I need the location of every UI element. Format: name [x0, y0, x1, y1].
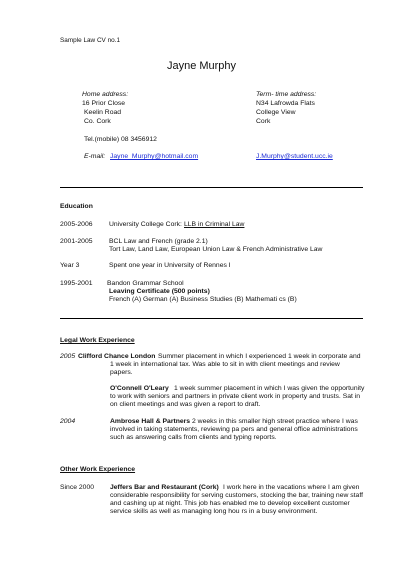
legal-employer: Ambrose Hall & Partners [110, 418, 191, 425]
legal-employer: Clifford Chance London [78, 353, 156, 360]
other-description-line: I work here in the vacations where I am given [223, 484, 360, 491]
education-detail: Bandon Grammar School [107, 280, 184, 287]
education-detail: Tort Law, Land Law, European Union Law & French Administrative Law [109, 246, 323, 253]
term-address-line: College View [256, 109, 296, 116]
email-label: E-mail: [84, 153, 106, 160]
education-detail: BCL Law and French (grade 2.1) [109, 238, 208, 245]
divider [60, 187, 363, 188]
home-address-label: Home address: [82, 91, 129, 98]
home-address-line: 16 Prior Close [82, 100, 126, 107]
education-detail: French (A) German (A) Business Studies (B) Mathemati cs (B) [109, 296, 297, 303]
education-date: 1995-2001 [60, 280, 93, 287]
education-school: University College Cork: [109, 221, 182, 228]
education-detail: Leaving Certificate (500 points) [109, 288, 210, 295]
other-experience-heading: Other Work Experience [60, 466, 136, 473]
legal-description-line: Summer placement in which I experienced 1 week in corporate and [158, 353, 361, 360]
other-description-line: considerable responsibility for serving customers, stocking the bar, training new staff [110, 492, 363, 499]
legal-description-line: involved in taking statements, reviewing pa pers and general office administrations [110, 426, 358, 433]
legal-description-line: such as answering calls from clients and typing reports. [110, 434, 277, 441]
document-label: Sample Law CV no.1 [60, 37, 121, 44]
home-address-line: Keelin Road [84, 109, 122, 116]
legal-description-line: to work with seniors and partners in private client work in property and trusts. Sat in [110, 393, 361, 400]
telephone: Tel.(mobile) 08 3456912 [84, 136, 157, 143]
cv-name: Jayne Murphy [166, 60, 237, 72]
home-address-line: Co. Cork [84, 118, 111, 125]
education-date: Year 3 [60, 262, 80, 269]
legal-description-line: papers. [110, 369, 133, 376]
legal-experience-heading: Legal Work Experience [60, 337, 135, 344]
legal-description-line: 1 week in international tax. Was able to sit in with client meetings and review [110, 361, 340, 368]
education-heading: Education [60, 203, 93, 210]
term-address-label: Term- time address: [256, 91, 317, 98]
term-address-line: N34 Lafrowda Flats [256, 100, 315, 107]
divider [60, 318, 363, 319]
other-description-line: and cashing up at night. This job has enabled me to develop excellent customer [110, 500, 350, 507]
education-course: LLB in Criminal Law [184, 221, 245, 228]
education-date: 2005-2006 [60, 221, 93, 228]
legal-description-line: on client meetings and was given a report to draft. [110, 401, 261, 408]
legal-description-line: 1 week summer placement in which I was given the opportunity [174, 385, 365, 392]
legal-description-line: 2 weeks in this smaller high street practice where I was [192, 418, 358, 425]
other-date: Since 2000 [60, 484, 95, 491]
legal-date: 2005 [60, 353, 76, 360]
legal-employer: O'Connell O'Leary [110, 385, 169, 392]
term-address-line: Cork [256, 118, 271, 125]
term-email-link[interactable]: J.Murphy@student.ucc.ie [256, 153, 333, 160]
legal-date: 2004 [60, 418, 76, 425]
education-detail: Spent one year in University of Rennes I [109, 262, 231, 269]
education-date: 2001-2005 [60, 238, 93, 245]
home-email-link[interactable]: Jayne_Murphy@hotmail.com [110, 153, 199, 160]
other-employer: Jeffers Bar and Restaurant (Cork) [110, 484, 219, 491]
other-description-line: service skills as well as managing long hou rs in a busy environment. [110, 508, 318, 515]
